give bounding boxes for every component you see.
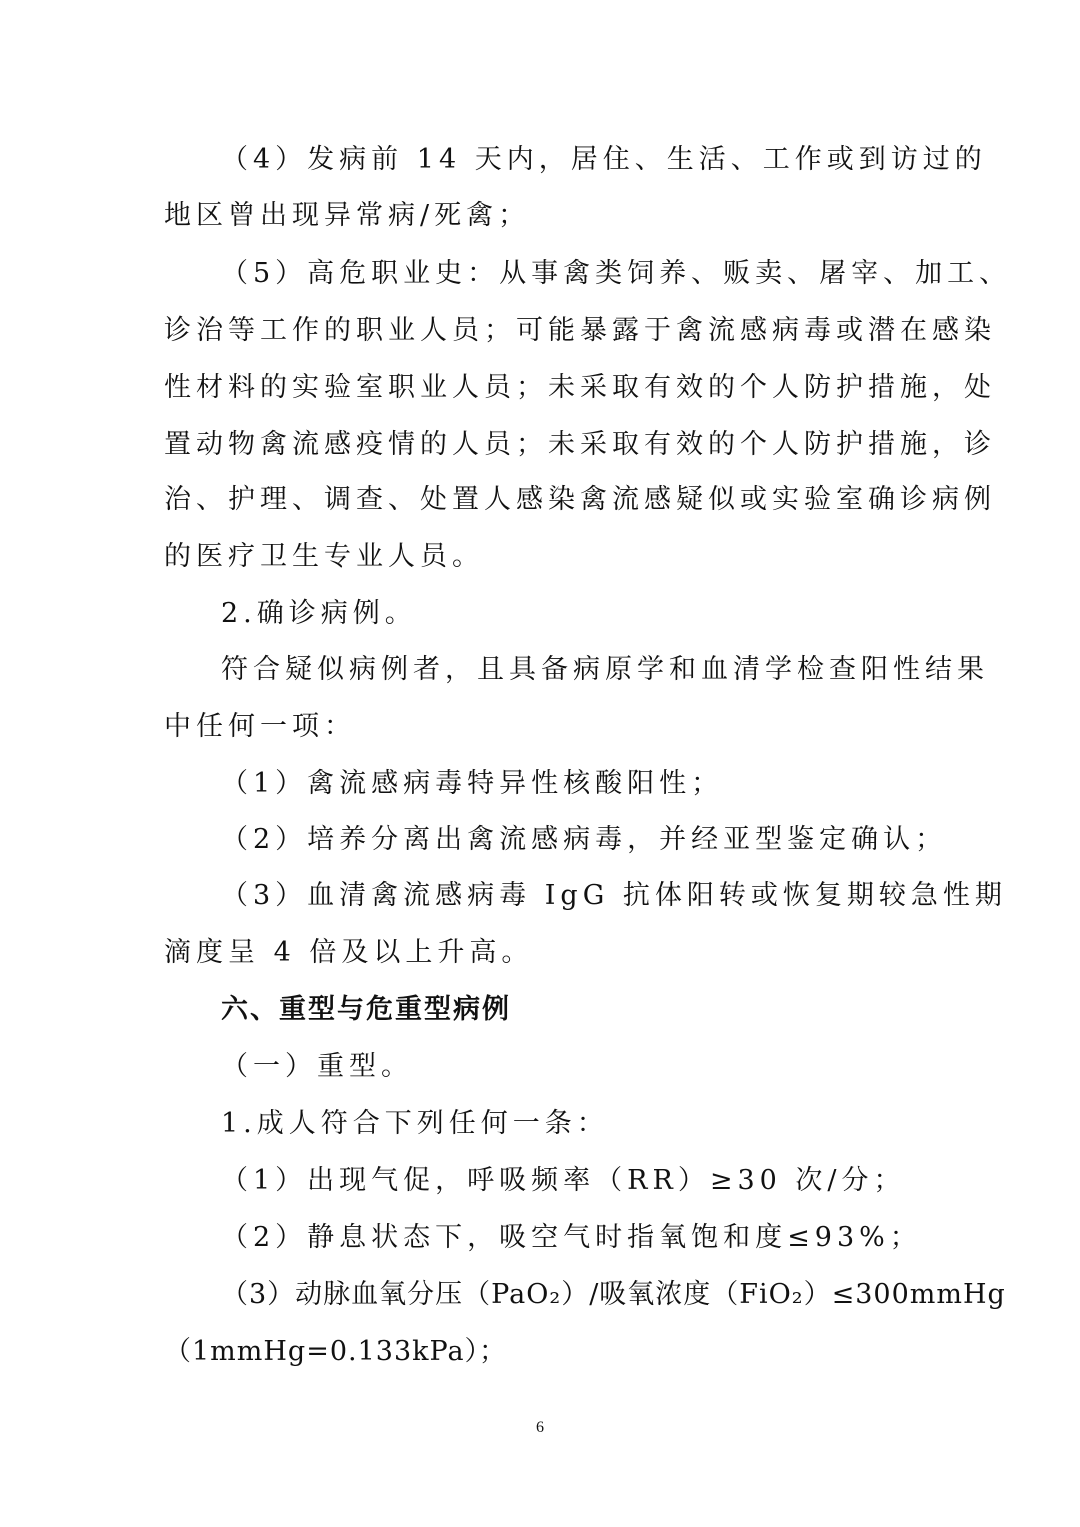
text-line: 中任何一项： [164, 711, 356, 742]
text-line: 性材料的实验室职业人员；未采取有效的个人防护措施，处 [164, 372, 996, 403]
text-line: 诊治等工作的职业人员；可能暴露于禽流感病毒或潜在感染 [164, 315, 996, 346]
text-line: （3）动脉血氧分压（PaO₂）/吸氧浓度（FiO₂）≤300mmHg [221, 1279, 1006, 1310]
text-line: （1）禽流感病毒特异性核酸阳性； [221, 768, 724, 799]
text-line: 1.成人符合下列任何一条： [221, 1108, 609, 1139]
text-line: （5）高危职业史：从事禽类饲养、贩卖、屠宰、加工、 [221, 258, 1012, 289]
section-heading: 六、重型与危重型病例 [221, 994, 511, 1025]
text-line: 的医疗卫生专业人员。 [164, 541, 484, 572]
text-line: （2）培养分离出禽流感病毒，并经亚型鉴定确认； [221, 824, 948, 855]
text-line: 地区曾出现异常病/死禽； [164, 200, 531, 231]
text-line: （3）血清禽流感病毒 IgG 抗体阳转或恢复期较急性期 [221, 880, 1007, 911]
text-line: （1mmHg=0.133kPa）； [164, 1336, 508, 1367]
text-line: 治、护理、调查、处置人感染禽流感疑似或实验室确诊病例 [164, 484, 996, 515]
text-line: （1）出现气促，呼吸频率（RR）≥30 次/分； [221, 1165, 906, 1196]
text-line: 置动物禽流感疫情的人员；未采取有效的个人防护措施，诊 [164, 429, 996, 460]
page-number: 6 [536, 1419, 544, 1436]
text-line: （2）静息状态下，吸空气时指氧饱和度≤93%； [221, 1222, 922, 1253]
text-line: 符合疑似病例者，且具备病原学和血清学检查阳性结果 [221, 654, 989, 685]
subsection-heading: （一）重型。 [221, 1051, 413, 1082]
section-subtitle: 2.确诊病例。 [221, 598, 417, 629]
text-line: 滴度呈 4 倍及以上升高。 [164, 937, 534, 968]
text-line: （4）发病前 14 天内，居住、生活、工作或到访过的 [221, 144, 987, 175]
